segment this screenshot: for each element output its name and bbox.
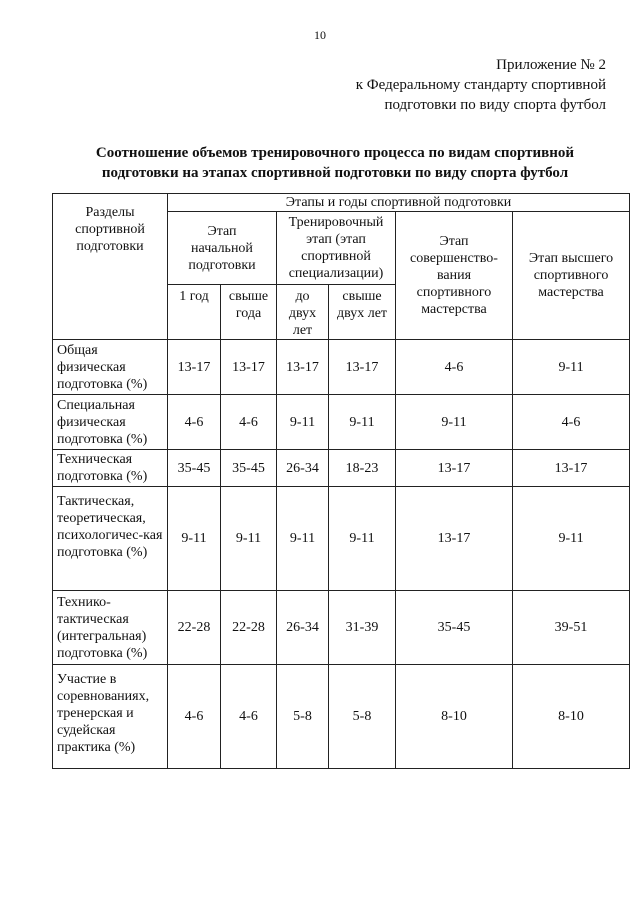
table-cell: 4-6 xyxy=(168,665,221,769)
page-number: 10 xyxy=(314,28,326,42)
table-cell: 26-34 xyxy=(277,450,329,487)
table-cell: 9-11 xyxy=(513,340,630,395)
table-cell: 13-17 xyxy=(396,450,513,487)
table-cell: 4-6 xyxy=(221,395,277,450)
table-cell: 39-51 xyxy=(513,591,630,665)
table-cell: 4-6 xyxy=(168,395,221,450)
table-cell: 13-17 xyxy=(329,340,396,395)
title-line-2: подготовки на этапах спортивной подготовки по виду спорта футбол xyxy=(101,165,569,181)
appendix-header xyxy=(356,55,606,115)
table-row xyxy=(53,340,630,395)
table-cell: 8-10 xyxy=(396,665,513,769)
table-cell: 31-39 xyxy=(329,591,396,665)
table-cell: 4-6 xyxy=(513,395,630,450)
table-cell: 13-17 xyxy=(513,450,630,487)
sub-header-over-2-years: свыше двух лет xyxy=(329,285,396,340)
table-cell: 9-11 xyxy=(513,487,630,591)
table-cell: 26-34 xyxy=(277,591,329,665)
table-row xyxy=(53,450,630,487)
header-stage-training: Тренировочный этап (этап спортивной специализации) xyxy=(277,212,396,285)
header-stage-initial: Этап начальной подготовки xyxy=(168,212,277,285)
table-cell: 9-11 xyxy=(396,395,513,450)
table-row xyxy=(53,591,630,665)
table-cell: 9-11 xyxy=(329,395,396,450)
header-stages: Этапы и годы спортивной подготовки xyxy=(168,194,630,212)
table-cell: 18-23 xyxy=(329,450,396,487)
sub-header-over-year: свыше года xyxy=(221,285,277,340)
row-label: Участие в соревнованиях, тренерская и судейская практика (%) xyxy=(53,665,168,769)
table-cell: 4-6 xyxy=(221,665,277,769)
table-cell: 22-28 xyxy=(221,591,277,665)
table-cell: 13-17 xyxy=(168,340,221,395)
table-cell: 35-45 xyxy=(221,450,277,487)
table-cell: 9-11 xyxy=(277,487,329,591)
table-cell: 35-45 xyxy=(396,591,513,665)
table-row xyxy=(53,665,630,769)
table-row xyxy=(53,487,630,591)
header-stage-improvement: Этап совершенство-вания спортивного мастерства xyxy=(396,212,513,340)
title-line-1: Соотношение объемов тренировочного процесса по видам спортивной xyxy=(95,145,575,161)
table-cell: 13-17 xyxy=(277,340,329,395)
table-cell: 4-6 xyxy=(396,340,513,395)
row-label: Технико-тактическая (интегральная) подготовка (%) xyxy=(53,591,168,665)
table-cell: 9-11 xyxy=(168,487,221,591)
sub-header-up-to-2-years: до двух лет xyxy=(277,285,329,340)
table-cell: 13-17 xyxy=(221,340,277,395)
document-title xyxy=(40,143,630,183)
appendix-line-3: подготовки по виду спорта футбол xyxy=(384,97,606,113)
sub-header-1-year: 1 год xyxy=(168,285,221,340)
table-cell: 13-17 xyxy=(396,487,513,591)
table-cell: 5-8 xyxy=(329,665,396,769)
table-cell: 35-45 xyxy=(168,450,221,487)
row-label: Техническая подготовка (%) xyxy=(53,450,168,487)
table-cell: 9-11 xyxy=(277,395,329,450)
training-ratio-table xyxy=(52,193,630,769)
table-cell: 9-11 xyxy=(221,487,277,591)
header-sections: Разделы спортивной подготовки xyxy=(53,194,168,340)
row-label: Общая физическая подготовка (%) xyxy=(53,340,168,395)
row-label: Тактическая, теоретическая, психологичес-кая подготовка (%) xyxy=(53,487,168,591)
header-stage-highest: Этап высшего спортивного мастерства xyxy=(513,212,630,340)
row-label: Специальная физическая подготовка (%) xyxy=(53,395,168,450)
appendix-line-1: Приложение № 2 xyxy=(496,57,606,73)
table-cell: 5-8 xyxy=(277,665,329,769)
table-row xyxy=(53,395,630,450)
appendix-line-2: к Федеральному стандарту спортивной xyxy=(355,77,606,93)
table-cell: 9-11 xyxy=(329,487,396,591)
table-cell: 8-10 xyxy=(513,665,630,769)
table-cell: 22-28 xyxy=(168,591,221,665)
